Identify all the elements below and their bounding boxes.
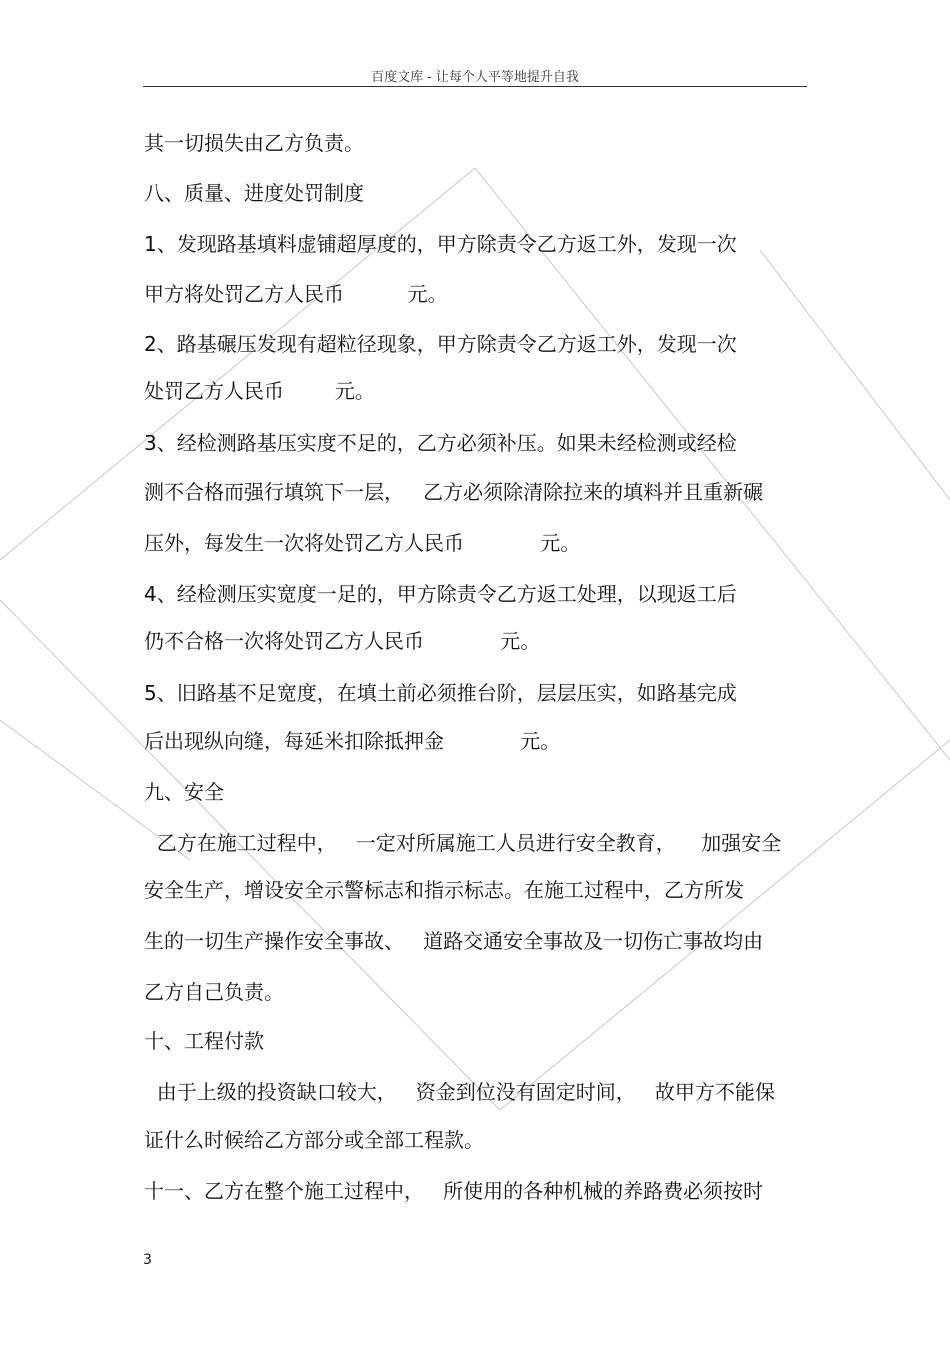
body-line: 乙方在施工过程中， 一定对所属施工人员进行安全教育， 加强安全 — [144, 831, 782, 855]
body-line: 由于上级的投资缺口较大， 资金到位没有固定时间， 故甲方不能保 — [144, 1080, 775, 1104]
body-line: 测不合格而强行填筑下一层， 乙方必须除清除拉来的填料并且重新碾 — [144, 480, 764, 504]
page-number: 3 — [143, 1252, 152, 1268]
body-line: 4、经检测压实宽度一足的，甲方除责令乙方返工处理，以现返工后 — [144, 582, 737, 606]
section-heading: 九、安全 — [144, 780, 224, 804]
body-line: 压外，每发生一次将处罚乙方人民币 元。 — [144, 531, 581, 555]
body-line: 证什么时候给乙方部分或全部工程款。 — [144, 1128, 484, 1152]
body-line: 十一、乙方在整个施工过程中， 所使用的各种机械的养路费必须按时 — [144, 1179, 764, 1203]
section-heading: 八、质量、进度处罚制度 — [144, 181, 364, 205]
body-line: 3、经检测路基压实度不足的，乙方必须补压。如果未经检测或经检 — [144, 431, 737, 455]
body-line: 甲方将处罚乙方人民币 元。 — [144, 282, 448, 306]
body-line: 安全生产，增设安全示警标志和指示标志。在施工过程中，乙方所发 — [144, 878, 744, 902]
header-divider — [143, 86, 807, 87]
body-line: 仍不合格一次将处罚乙方人民币 元。 — [144, 629, 541, 653]
body-line: 1、发现路基填料虚铺超厚度的，甲方除责令乙方返工外，发现一次 — [144, 232, 737, 256]
body-line: 乙方自己负责。 — [144, 980, 284, 1004]
body-line: 后出现纵向缝，每延米扣除抵押金 元。 — [144, 729, 561, 753]
section-heading: 十、工程付款 — [144, 1029, 264, 1053]
body-line: 处罚乙方人民币 元。 — [144, 379, 375, 403]
body-line: 生的一切生产操作安全事故、 道路交通安全事故及一切伤亡事故均由 — [144, 929, 764, 953]
body-line: 2、路基碾压发现有超粒径现象，甲方除责令乙方返工外，发现一次 — [144, 332, 737, 356]
body-line: 5、旧路基不足宽度，在填土前必须推台阶，层层压实，如路基完成 — [144, 681, 737, 705]
body-line: 其一切损失由乙方负责。 — [144, 131, 364, 155]
page-header: 百度文库 - 让每个人平等地提升自我 — [371, 70, 579, 85]
